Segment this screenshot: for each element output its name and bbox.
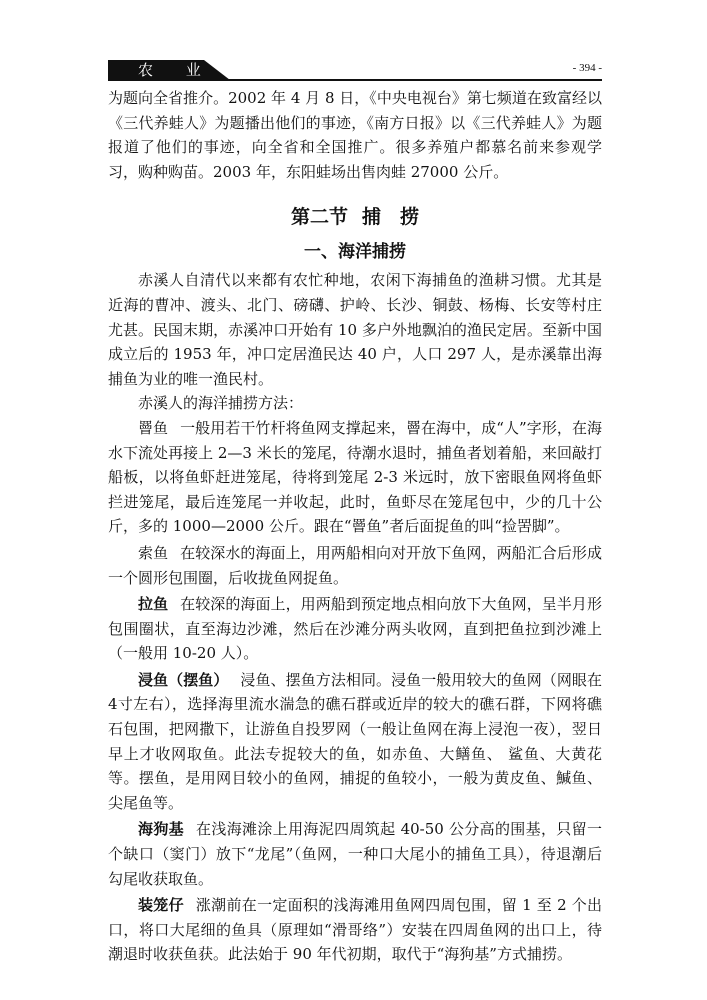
page-body — [108, 86, 602, 969]
method-item — [108, 817, 602, 891]
method-term: 索鱼 — [138, 543, 169, 562]
page-number: - 394 - — [572, 62, 602, 74]
method-text: 在较深的海面上，用两船到预定地点相向放下大鱼网，呈半月形包围圈状，直至海边沙滩，然后在沙滩分两头收网，直到把鱼拉到沙滩上（一般用 10-20 人）。 — [108, 595, 602, 663]
intro-paragraph: 为题向全省推介。2002 年 4 月 8 日，《中央电视台》第七频道在致富经以《三代养蛙人》为题播出他们的事迹，《南方日报》以《三代养蛙人》为题报道了他们的事迹，向全省和全国推广。很多养殖户都慕名前来参观学习，购种购苗。2003 年，东阳蛙场出售肉蛙 27000 公斤。 — [108, 89, 602, 181]
method-item — [108, 668, 602, 816]
method-item — [108, 416, 602, 539]
method-item — [108, 592, 602, 666]
method-term: 拉鱼 — [138, 595, 169, 614]
section-number: 第二节 — [290, 206, 348, 229]
running-header — [108, 60, 602, 80]
paragraph-history: 赤溪人自清代以来都有农忙种地，农闲下海捕鱼的渔耕习惯。尤其是近海的曹冲、渡头、北门、磅礴、护岭、长沙、铜鼓、杨梅、长安等村庄尤甚。民国末期，赤溪冲口开始有 10 多户外地飘泊的渔民定居。至新中国成立后的 1953 年，冲口定居渔民达 40 户，人口 297 人，是赤溪靠出海捕鱼为业的唯一渔民村。 — [108, 271, 602, 388]
method-item — [108, 541, 602, 590]
method-text: 浸鱼、摆鱼方法相同。浸鱼一般用较大的鱼网（网眼在4寸左右），选择海里流水湍急的礁石群或近岸的较大的礁石群，下网将礁石包围，把网撒下，让游鱼自投罗网（一般让鱼网在海上浸泡一夜），翌日早上才收网取鱼。此法专捉较大的鱼，如赤鱼、大鳝鱼、 鲨鱼、大黄花等。摆鱼，是用网目较小的鱼网，捕捉的鱼较小，一般为黄皮鱼、鰔鱼、尖尾鱼等。 — [108, 670, 602, 812]
methods-intro: 赤溪人的海洋捕捞方法： — [138, 394, 304, 413]
method-term: 浸鱼（摆鱼） — [138, 670, 229, 689]
method-term: 海狗基 — [138, 820, 185, 839]
method-term: 装笼仔 — [138, 896, 184, 915]
chapter-title: 农 业 — [138, 61, 215, 79]
method-term: 罾鱼 — [138, 418, 169, 437]
method-item — [108, 893, 602, 967]
method-text: 在较深水的海面上，用两船相向对开放下鱼网，两船汇合后形成一个圆形包围圈，后收拢鱼网捉鱼。 — [108, 543, 602, 587]
method-text: 一般用若干竹杆将鱼网支撑起来，罾在海中，成“人”字形，在海水下流处再接上 2—3 米长的笼尾，待潮水退时，捕鱼者划着船，来回敲打船板，以将鱼虾赶进笼尾，待将到笼尾 2-3 米远时，放下密眼鱼网将鱼虾拦进笼尾，最后连笼尾一并收起，此时，鱼虾尽在笼尾包中，少的几十公斤，多的 1000—2000 公斤。跟在“罾鱼”者后面捉鱼的叫“捡罟脚”。 — [108, 418, 602, 536]
header-rule — [108, 79, 602, 81]
section-title — [108, 204, 602, 230]
method-text: 在浅海滩涂上用海泥四周筑起 40-50 公分高的围基，只留一个缺口（窦门）放下“龙尾”（鱼网，一种口大尾小的捕鱼工具），待退潮后勾尾收获取鱼。 — [108, 820, 602, 888]
subsection-title: 一、海洋捕捞 — [304, 242, 406, 263]
section-name: 捕 捞 — [362, 206, 420, 229]
method-text: 涨潮前在一定面积的浅海滩用鱼网四周包围，留 1 至 2 个出口，将口大尾细的鱼具（原理如“滑哥络”）安装在四周鱼网的出口上，待潮退时收获鱼获。此法始于 90 年代初期，取代于“海狗基”方式捕捞。 — [108, 896, 602, 964]
